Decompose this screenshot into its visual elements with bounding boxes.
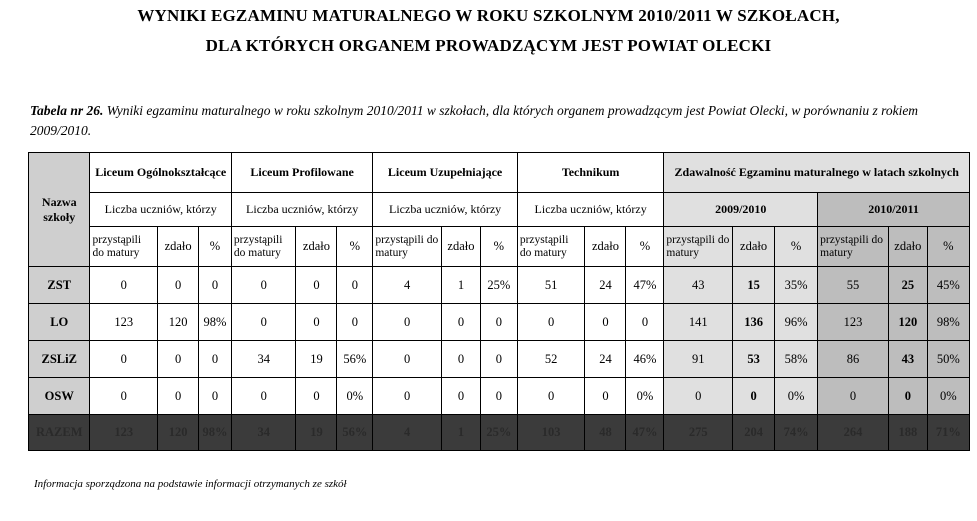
data-cell: 123 (818, 304, 889, 341)
data-cell: 98% (199, 415, 232, 451)
column-header-zdalo: zdało (585, 227, 626, 267)
data-cell: 0 (441, 341, 480, 378)
data-cell: 120 (158, 415, 199, 451)
data-cell: 123 (90, 415, 158, 451)
data-cell: 0 (480, 304, 517, 341)
data-cell: 0% (337, 378, 373, 415)
data-cell: 52 (517, 341, 585, 378)
data-cell: 0 (90, 378, 158, 415)
caption-label: Tabela nr 26. (30, 103, 104, 118)
data-cell: 43 (888, 341, 927, 378)
data-cell: 0% (927, 378, 969, 415)
total-row (29, 415, 970, 451)
data-cell: 24 (585, 267, 626, 304)
column-header-zdalo: zdało (158, 227, 199, 267)
data-cell: 0 (296, 267, 337, 304)
data-cell: 43 (664, 267, 733, 304)
data-cell: 35% (775, 267, 818, 304)
column-header-zdalo: zdało (296, 227, 337, 267)
data-cell: 19 (296, 341, 337, 378)
data-cell: 0 (373, 341, 442, 378)
header-year-2010-2011: 2010/2011 (818, 193, 970, 227)
table-caption (30, 101, 965, 141)
data-cell: 188 (888, 415, 927, 451)
table-row (29, 378, 970, 415)
column-header-pct: % (337, 227, 373, 267)
data-cell: 51 (517, 267, 585, 304)
data-cell: 0 (517, 304, 585, 341)
data-cell: 4 (373, 267, 442, 304)
data-cell: 136 (733, 304, 775, 341)
data-cell: 103 (517, 415, 585, 451)
count-label-lo: Liczba uczniów, którzy (90, 193, 231, 227)
column-header-przyst: przystąpili do matury (517, 227, 585, 267)
column-header-zdalo: zdało (733, 227, 775, 267)
column-header-pct: % (199, 227, 232, 267)
data-cell: 0 (373, 304, 442, 341)
page-title-line-2: DLA KTÓRYCH ORGANEM PROWADZĄCYM JEST POWIAT OLECKI (205, 36, 772, 55)
data-cell: 0 (231, 267, 296, 304)
data-cell: 34 (231, 415, 296, 451)
data-cell: 204 (733, 415, 775, 451)
data-cell: 58% (775, 341, 818, 378)
data-cell: 0 (296, 378, 337, 415)
data-cell: 25% (480, 267, 517, 304)
data-cell: 0 (664, 378, 733, 415)
table-row (29, 341, 970, 378)
school-name-cell: LO (29, 304, 90, 341)
data-cell: 0 (90, 267, 158, 304)
data-cell: 46% (626, 341, 664, 378)
data-cell: 55 (818, 267, 889, 304)
data-cell: 15 (733, 267, 775, 304)
column-header-przyst: przystąpili do matury (818, 227, 889, 267)
header-year-2009-2010: 2009/2010 (664, 193, 818, 227)
data-cell: 56% (337, 341, 373, 378)
data-cell: 0 (888, 378, 927, 415)
caption-text: Wyniki egzaminu maturalnego w roku szkolnym 2010/2011 w szkołach, dla których organem prowadzącym jest Powiat Olecki, w porównaniu z rokiem 2009/2010. (30, 103, 919, 138)
column-header-przyst: przystąpili do matury (664, 227, 733, 267)
data-cell: 50% (927, 341, 969, 378)
column-header-pct: % (480, 227, 517, 267)
data-cell: 123 (90, 304, 158, 341)
data-cell: 1 (441, 415, 480, 451)
data-cell: 56% (337, 415, 373, 451)
data-cell: 264 (818, 415, 889, 451)
table-body (29, 267, 970, 451)
data-cell: 0 (158, 341, 199, 378)
data-cell: 4 (373, 415, 442, 451)
data-cell: 120 (158, 304, 199, 341)
data-cell: 0% (626, 378, 664, 415)
data-cell: 0 (818, 378, 889, 415)
data-cell: 275 (664, 415, 733, 451)
data-cell: 47% (626, 415, 664, 451)
data-cell: 0% (775, 378, 818, 415)
data-cell: 120 (888, 304, 927, 341)
data-cell: 0 (199, 341, 232, 378)
data-cell: 86 (818, 341, 889, 378)
header-school-name: Nazwa szkoły (29, 153, 90, 267)
header-technikum: Technikum (517, 153, 664, 193)
header-zdawalnosc: Zdawalność Egzaminu maturalnego w latach szkolnych (664, 153, 970, 193)
data-cell: 0 (231, 378, 296, 415)
count-label-tech: Liczba uczniów, którzy (517, 193, 664, 227)
data-cell: 0 (585, 304, 626, 341)
data-cell: 74% (775, 415, 818, 451)
data-cell: 0 (441, 304, 480, 341)
data-cell: 48 (585, 415, 626, 451)
data-cell: 0 (585, 378, 626, 415)
data-cell: 0 (199, 378, 232, 415)
data-cell: 0 (158, 267, 199, 304)
data-cell: 47% (626, 267, 664, 304)
school-name-cell: RAZEM (29, 415, 90, 451)
column-header-pct: % (927, 227, 969, 267)
data-cell: 1 (441, 267, 480, 304)
data-cell: 0 (517, 378, 585, 415)
data-cell: 34 (231, 341, 296, 378)
column-header-przyst: przystąpili do matury (231, 227, 296, 267)
data-cell: 0 (337, 267, 373, 304)
table-row (29, 304, 970, 341)
column-header-przyst: przystąpili do matury (90, 227, 158, 267)
page-title-line-1: WYNIKI EGZAMINU MATURALNEGO W ROKU SZKOLNYM 2010/2011 W SZKOŁACH, (137, 6, 840, 25)
data-cell: 71% (927, 415, 969, 451)
header-liceum-uzupelniajace: Liceum Uzupełniające (373, 153, 518, 193)
data-cell: 0 (337, 304, 373, 341)
data-cell: 0 (296, 304, 337, 341)
results-table (28, 152, 970, 451)
column-header-pct: % (626, 227, 664, 267)
data-cell: 0 (733, 378, 775, 415)
column-header-pct: % (775, 227, 818, 267)
data-cell: 45% (927, 267, 969, 304)
column-header-zdalo: zdało (441, 227, 480, 267)
school-name-cell: ZSLiZ (29, 341, 90, 378)
header-liceum-ogolnoksztalcace: Liceum Ogólnokształcące (90, 153, 231, 193)
school-name-cell: OSW (29, 378, 90, 415)
data-cell: 0 (199, 267, 232, 304)
data-cell: 0 (441, 378, 480, 415)
column-header-zdalo: zdało (888, 227, 927, 267)
data-cell: 53 (733, 341, 775, 378)
school-name-cell: ZST (29, 267, 90, 304)
column-header-row (29, 227, 970, 267)
data-cell: 19 (296, 415, 337, 451)
data-cell: 98% (927, 304, 969, 341)
data-cell: 91 (664, 341, 733, 378)
count-label-lu: Liczba uczniów, którzy (373, 193, 518, 227)
count-label-lp: Liczba uczniów, którzy (231, 193, 372, 227)
data-cell: 96% (775, 304, 818, 341)
data-cell: 0 (480, 378, 517, 415)
data-cell: 141 (664, 304, 733, 341)
footnote: Informacja sporządzona na podstawie informacji otrzymanych ze szkół (34, 478, 347, 490)
data-cell: 0 (373, 378, 442, 415)
data-cell: 0 (626, 304, 664, 341)
header-liceum-profilowane: Liceum Profilowane (231, 153, 372, 193)
data-cell: 0 (480, 341, 517, 378)
data-cell: 98% (199, 304, 232, 341)
data-cell: 0 (158, 378, 199, 415)
data-cell: 0 (90, 341, 158, 378)
data-cell: 24 (585, 341, 626, 378)
data-cell: 0 (231, 304, 296, 341)
column-header-przyst: przystąpili do matury (373, 227, 442, 267)
table-row (29, 267, 970, 304)
data-cell: 25 (888, 267, 927, 304)
data-cell: 25% (480, 415, 517, 451)
